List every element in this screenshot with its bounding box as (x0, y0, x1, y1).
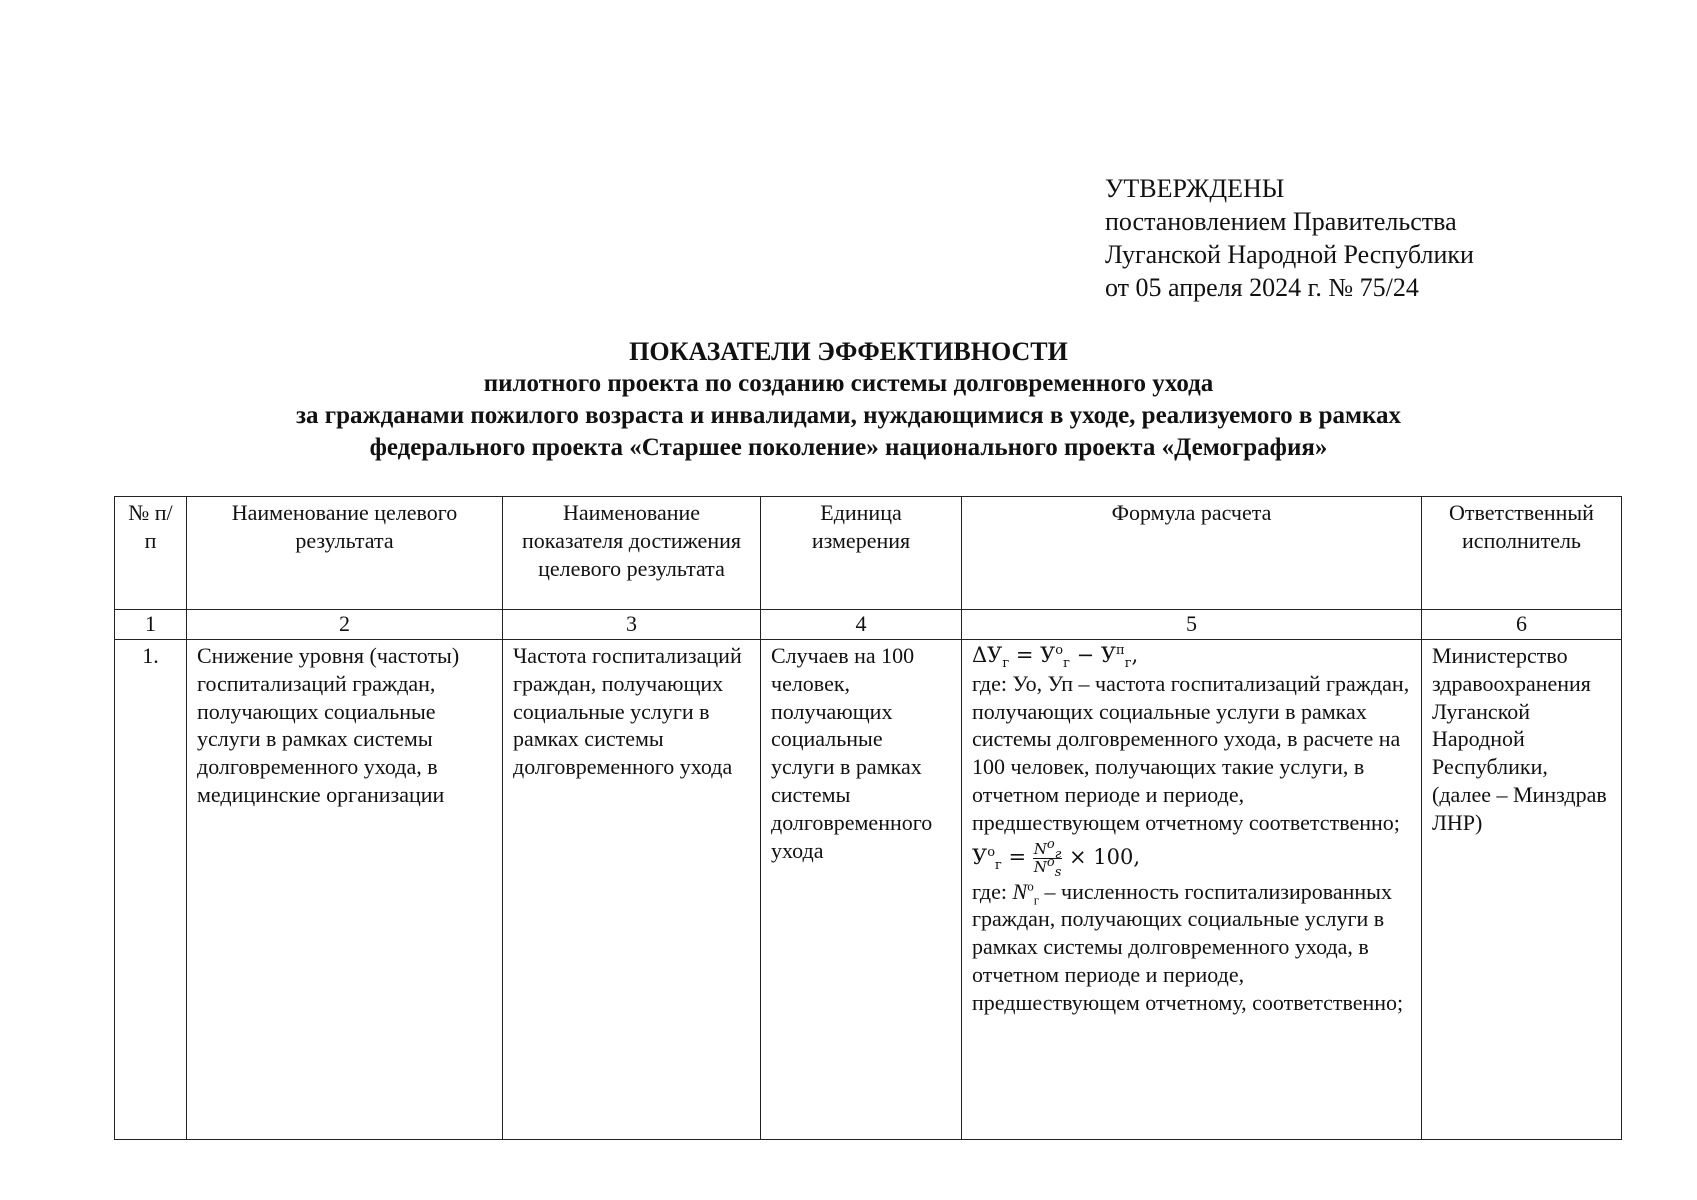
heading-line-4: федерального проекта «Старшее поколение» национального проекта «Демография» (369, 434, 1328, 461)
formula-rate: $У^о_г$ = $\frac{N^о_г}{N^о_s}$ × 100, (972, 836, 1141, 880)
column-number-cell: 3 (503, 610, 761, 640)
heading-line-3: за гражданами пожилого возраста и инвалидами, нуждающимися в уходе, реализуемого в рамках (295, 402, 1402, 429)
indicators-table (114, 496, 1622, 1140)
header-cell-target-result: Наименование целевого результата (187, 497, 503, 610)
column-number-cell: 1 (115, 610, 187, 640)
header-cell-unit: Единица измерения (761, 497, 962, 610)
unit-cell: Случаев на 100 человек, получающих социальные услуги в рамках системы долговременного ухода (761, 640, 962, 1140)
approval-line-2: постановлением Правительства (1105, 207, 1457, 236)
column-number-cell: 2 (187, 610, 503, 640)
formula-explanation-2: где: $N^о_г$ – численность госпитализированных граждан, получающих социальные услуги в рамках системы долговременного ухода, в отчетном периоде и периоде, предшествующем отчетному, соответственно; (972, 878, 1404, 1015)
column-number-row (115, 610, 1622, 640)
column-number-cell: 5 (962, 610, 1422, 640)
column-number-cell: 4 (761, 610, 962, 640)
column-number-cell: 6 (1422, 610, 1622, 640)
approval-line-1: УТВЕРЖДЕНЫ (1105, 174, 1285, 203)
heading-line-2: пилотного проекта по созданию системы долговременного ухода (483, 370, 1214, 397)
header-cell-executor: Ответственный исполнитель (1422, 497, 1622, 610)
document-heading (0, 336, 1697, 464)
target-result-cell: Снижение уровня (частоты) госпитализаций граждан, получающих социальные услуги в рамках системы долговременного ухода, в медицинские организации (187, 640, 503, 1140)
table-row (115, 640, 1622, 1140)
approval-block (1105, 172, 1474, 304)
approval-line-3: Луганской Народной Республики (1105, 240, 1474, 269)
header-cell-indicator: Наименование показателя достижения целевого результата (503, 497, 761, 610)
document-title: ПОКАЗАТЕЛИ ЭФФЕКТИВНОСТИ (629, 337, 1068, 366)
approval-line-4: от 05 апреля 2024 г. № 75/24 (1105, 273, 1419, 302)
formula-fraction: $\frac{N^о_г}{N^о_s}$ (1033, 836, 1062, 880)
row-number-cell: 1. (115, 640, 187, 1140)
header-cell-formula: Формула расчета (962, 497, 1422, 610)
formula-explanation-1: где: Уо, Уп – частота госпитализаций граждан, получающих социальные услуги в рамках системы долговременного ухода, в расчете на 100 человек, получающих такие услуги, в отчетном периоде и периоде, предшествующем отчетному соответственно; (972, 670, 1410, 835)
table-header-row (115, 497, 1622, 610)
formula-cell (962, 640, 1422, 1140)
indicator-cell: Частота госпитализаций граждан, получающих социальные услуги в рамках системы долговременного ухода (503, 640, 761, 1140)
executor-cell: Министерство здравоохранения Луганской Народной Республики, (далее – Минздрав ЛНР) (1422, 640, 1622, 1140)
header-cell-number: № п/п (115, 497, 187, 610)
formula-delta: $\Delta У_г = У^о_г - У^п_г$, (972, 643, 1139, 672)
